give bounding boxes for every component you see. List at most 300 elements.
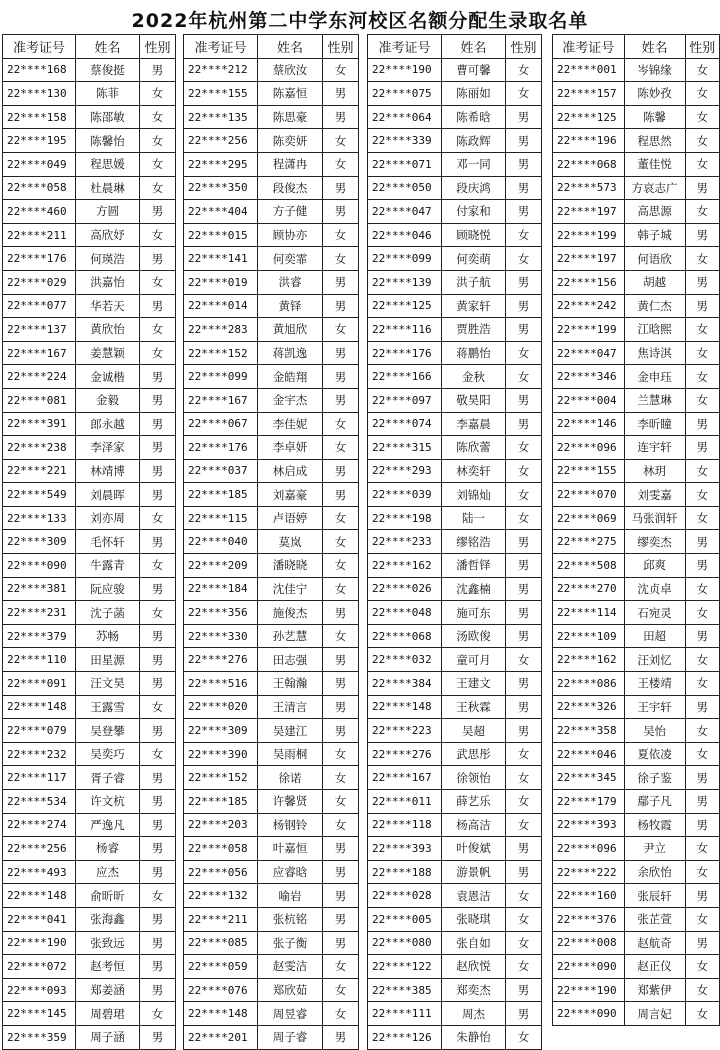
name-cell: 杨钢铃: [258, 813, 323, 837]
name-cell: 蒋鹏怡: [442, 341, 506, 365]
exam-id-cell: 22****384: [368, 672, 442, 696]
name-cell: 张子衡: [258, 931, 323, 955]
gender-cell: 男: [323, 365, 359, 389]
name-cell: 杨牧霞: [624, 813, 685, 837]
name-cell: 陈妙孜: [624, 82, 685, 106]
name-cell: 阮应骏: [76, 577, 140, 601]
exam-id-cell: 22****068: [553, 152, 625, 176]
exam-id-cell: 22****074: [368, 412, 442, 436]
gender-cell: 男: [685, 412, 719, 436]
exam-id-cell: 22****005: [368, 907, 442, 931]
exam-id-cell: 22****096: [553, 837, 625, 861]
name-cell: 苏畅: [76, 624, 140, 648]
table-row: [3, 837, 176, 861]
gender-cell: 男: [323, 601, 359, 625]
gender-cell: 女: [323, 129, 359, 153]
name-cell: 程潇冉: [258, 152, 323, 176]
exam-id-cell: 22****156: [553, 270, 625, 294]
gender-cell: 男: [140, 648, 176, 672]
table-row: [3, 978, 176, 1002]
gender-cell: 男: [506, 601, 542, 625]
exam-id-cell: 22****071: [368, 152, 442, 176]
gender-cell: 女: [506, 223, 542, 247]
name-cell: 俞昕昕: [76, 884, 140, 908]
gender-cell: 女: [506, 648, 542, 672]
name-cell: 陈邵敏: [76, 105, 140, 129]
header-exam-id: 准考证号: [553, 35, 625, 59]
table-row: [184, 129, 359, 153]
table-row: [368, 907, 542, 931]
table-row: [553, 742, 720, 766]
table-row: [3, 200, 176, 224]
gender-cell: 男: [685, 554, 719, 578]
exam-id-cell: 22****072: [3, 955, 76, 979]
name-cell: 段庆鸿: [442, 176, 506, 200]
gender-cell: 男: [323, 483, 359, 507]
name-cell: 吴奕巧: [76, 742, 140, 766]
table-row: [3, 648, 176, 672]
header-gender: 性别: [323, 35, 359, 59]
name-cell: 黄仁杰: [624, 294, 685, 318]
table-row: [553, 412, 720, 436]
name-cell: 叶嘉恒: [258, 837, 323, 861]
table-row: [3, 742, 176, 766]
name-cell: 施俊杰: [258, 601, 323, 625]
gender-cell: 女: [685, 459, 719, 483]
name-cell: 袁恩洁: [442, 884, 506, 908]
name-cell: 兰慧琳: [624, 388, 685, 412]
gender-cell: 男: [140, 931, 176, 955]
gender-cell: 男: [140, 624, 176, 648]
gender-cell: 女: [506, 483, 542, 507]
name-cell: 赵航奇: [624, 931, 685, 955]
name-cell: 汪文昊: [76, 672, 140, 696]
exam-id-cell: 22****037: [184, 459, 258, 483]
exam-id-cell: 22****058: [3, 176, 76, 200]
table-row: [184, 931, 359, 955]
gender-cell: 男: [685, 294, 719, 318]
name-cell: 孙艺慧: [258, 624, 323, 648]
exam-id-cell: 22****085: [184, 931, 258, 955]
name-cell: 沈贞卓: [624, 577, 685, 601]
exam-id-cell: 22****166: [368, 365, 442, 389]
table-row: [3, 483, 176, 507]
exam-id-cell: 22****176: [368, 341, 442, 365]
table-row: [184, 58, 359, 82]
name-cell: 童可月: [442, 648, 506, 672]
exam-id-cell: 22****516: [184, 672, 258, 696]
gender-cell: 女: [140, 742, 176, 766]
name-cell: 游景帆: [442, 860, 506, 884]
gender-cell: 女: [506, 931, 542, 955]
gender-cell: 男: [685, 931, 719, 955]
name-cell: 金宇杰: [258, 388, 323, 412]
exam-id-cell: 22****137: [3, 318, 76, 342]
table-row: [553, 365, 720, 389]
gender-cell: 女: [685, 978, 719, 1002]
exam-id-cell: 22****162: [553, 648, 625, 672]
roster-table-4: [552, 34, 720, 1026]
name-cell: 金皓翔: [258, 365, 323, 389]
exam-id-cell: 22****093: [3, 978, 76, 1002]
table-row: [368, 294, 542, 318]
name-cell: 陈馨怡: [76, 129, 140, 153]
name-cell: 潘晓晓: [258, 554, 323, 578]
name-cell: 邓一同: [442, 152, 506, 176]
name-cell: 张芷萱: [624, 907, 685, 931]
header-exam-id: 准考证号: [184, 35, 258, 59]
name-cell: 张辰轩: [624, 884, 685, 908]
gender-cell: 女: [685, 1002, 719, 1026]
exam-id-cell: 22****309: [184, 719, 258, 743]
gender-cell: 女: [685, 506, 719, 530]
exam-id-cell: 22****117: [3, 766, 76, 790]
name-cell: 应杰: [76, 860, 140, 884]
exam-id-cell: 22****199: [553, 223, 625, 247]
table-header: [184, 35, 359, 59]
name-cell: 陈奕妍: [258, 129, 323, 153]
name-cell: 余欣怡: [624, 860, 685, 884]
gender-cell: 女: [685, 341, 719, 365]
name-cell: 敬昊阳: [442, 388, 506, 412]
gender-cell: 女: [685, 601, 719, 625]
table-row: [3, 341, 176, 365]
table-row: [3, 105, 176, 129]
name-cell: 卢语婷: [258, 506, 323, 530]
name-cell: 王露雪: [76, 695, 140, 719]
name-cell: 金申珏: [624, 365, 685, 389]
name-cell: 陈菲: [76, 82, 140, 106]
table-row: [3, 82, 176, 106]
exam-id-cell: 22****359: [3, 1025, 76, 1049]
gender-cell: 女: [506, 766, 542, 790]
exam-id-cell: 22****148: [184, 1002, 258, 1026]
table-row: [368, 931, 542, 955]
name-cell: 岑锦缘: [624, 58, 685, 82]
name-cell: 黄铎: [258, 294, 323, 318]
name-cell: 汪刘忆: [624, 648, 685, 672]
name-cell: 曹可馨: [442, 58, 506, 82]
exam-id-cell: 22****350: [184, 176, 258, 200]
exam-id-cell: 22****185: [184, 790, 258, 814]
name-cell: 陈希晗: [442, 105, 506, 129]
table-row: [368, 1025, 542, 1049]
table-row: [368, 860, 542, 884]
table-row: [3, 58, 176, 82]
name-cell: 牛露青: [76, 554, 140, 578]
name-cell: 段俊杰: [258, 176, 323, 200]
name-cell: 沈佳宁: [258, 577, 323, 601]
name-cell: 刘雯嘉: [624, 483, 685, 507]
name-cell: 张晓琪: [442, 907, 506, 931]
gender-cell: 女: [323, 766, 359, 790]
gender-cell: 男: [140, 672, 176, 696]
page-title: 2022年杭州第二中学东河校区名额分配生录取名单: [131, 10, 589, 32]
table-row: [553, 695, 720, 719]
table-row: [3, 695, 176, 719]
name-cell: 林玥: [624, 459, 685, 483]
table-row: [184, 955, 359, 979]
exam-id-cell: 22****358: [553, 719, 625, 743]
exam-id-cell: 22****158: [3, 105, 76, 129]
gender-cell: 男: [506, 719, 542, 743]
table-row: [3, 884, 176, 908]
name-cell: 李泽家: [76, 436, 140, 460]
exam-id-cell: 22****047: [368, 200, 442, 224]
gender-cell: 男: [323, 341, 359, 365]
table-row: [553, 58, 720, 82]
exam-id-cell: 22****381: [3, 577, 76, 601]
exam-id-cell: 22****167: [368, 766, 442, 790]
gender-cell: 女: [685, 483, 719, 507]
exam-id-cell: 22****126: [368, 1025, 442, 1049]
table-row: [368, 837, 542, 861]
roster-table-2: [183, 34, 359, 1050]
exam-id-cell: 22****330: [184, 624, 258, 648]
gender-cell: 男: [140, 719, 176, 743]
exam-id-cell: 22****086: [553, 672, 625, 696]
gender-cell: 男: [140, 813, 176, 837]
gender-cell: 男: [685, 270, 719, 294]
exam-id-cell: 22****135: [184, 105, 258, 129]
exam-id-cell: 22****152: [184, 766, 258, 790]
exam-id-cell: 22****393: [368, 837, 442, 861]
exam-id-cell: 22****573: [553, 176, 625, 200]
exam-id-cell: 22****508: [553, 554, 625, 578]
table-row: [368, 318, 542, 342]
exam-id-cell: 22****090: [553, 1002, 625, 1026]
table-row: [184, 82, 359, 106]
gender-cell: 男: [323, 884, 359, 908]
name-cell: 陈政辉: [442, 129, 506, 153]
name-cell: 陈丽如: [442, 82, 506, 106]
name-cell: 金毅: [76, 388, 140, 412]
exam-id-cell: 22****188: [368, 860, 442, 884]
name-cell: 陈馨: [624, 105, 685, 129]
name-cell: 武思彤: [442, 742, 506, 766]
name-cell: 毛怀轩: [76, 530, 140, 554]
table-row: [184, 530, 359, 554]
table-row: [3, 931, 176, 955]
name-cell: 郑紫伊: [624, 978, 685, 1002]
header-name: 姓名: [442, 35, 506, 59]
gender-cell: 女: [685, 152, 719, 176]
name-cell: 付家和: [442, 200, 506, 224]
name-cell: 吴建江: [258, 719, 323, 743]
name-cell: 郑欣茹: [258, 978, 323, 1002]
exam-id-cell: 22****046: [553, 742, 625, 766]
gender-cell: 女: [140, 554, 176, 578]
name-cell: 胡越: [624, 270, 685, 294]
exam-id-cell: 22****008: [553, 931, 625, 955]
table-row: [3, 294, 176, 318]
exam-id-cell: 22****209: [184, 554, 258, 578]
gender-cell: 男: [506, 624, 542, 648]
table-row: [3, 388, 176, 412]
exam-id-cell: 22****011: [368, 790, 442, 814]
table-row: [184, 742, 359, 766]
name-cell: 陆一: [442, 506, 506, 530]
table-row: [3, 624, 176, 648]
gender-cell: 男: [140, 412, 176, 436]
exam-id-cell: 22****276: [184, 648, 258, 672]
exam-id-cell: 22****197: [553, 247, 625, 271]
table-row: [368, 483, 542, 507]
table-row: [3, 577, 176, 601]
exam-id-cell: 22****212: [184, 58, 258, 82]
gender-cell: 女: [140, 695, 176, 719]
table-row: [3, 129, 176, 153]
table-row: [3, 176, 176, 200]
exam-id-cell: 22****162: [368, 554, 442, 578]
exam-id-cell: 22****047: [553, 341, 625, 365]
table-row: [553, 931, 720, 955]
table-row: [3, 907, 176, 931]
exam-id-cell: 22****026: [368, 577, 442, 601]
gender-cell: 女: [685, 742, 719, 766]
table-row: [184, 388, 359, 412]
name-cell: 许文杭: [76, 790, 140, 814]
table-row: [184, 695, 359, 719]
gender-cell: 女: [506, 1025, 542, 1049]
name-cell: 田超: [624, 624, 685, 648]
table-row: [368, 506, 542, 530]
header-exam-id: 准考证号: [368, 35, 442, 59]
gender-cell: 女: [323, 530, 359, 554]
gender-cell: 男: [506, 860, 542, 884]
gender-cell: 男: [323, 294, 359, 318]
name-cell: 吴雨桐: [258, 742, 323, 766]
table-row: [184, 341, 359, 365]
table-row: [184, 601, 359, 625]
gender-cell: 女: [140, 884, 176, 908]
table-row: [184, 624, 359, 648]
exam-id-cell: 22****070: [553, 483, 625, 507]
name-cell: 周杰: [442, 1002, 506, 1026]
gender-cell: 男: [140, 860, 176, 884]
name-cell: 王宇轩: [624, 695, 685, 719]
table-row: [368, 601, 542, 625]
table-row: [184, 1002, 359, 1026]
name-cell: 刘晨晖: [76, 483, 140, 507]
name-cell: 林启成: [258, 459, 323, 483]
gender-cell: 女: [506, 247, 542, 271]
name-cell: 黄旭欣: [258, 318, 323, 342]
exam-id-cell: 22****345: [553, 766, 625, 790]
gender-cell: 男: [506, 129, 542, 153]
exam-id-cell: 22****079: [3, 719, 76, 743]
exam-id-cell: 22****199: [553, 318, 625, 342]
name-cell: 张自如: [442, 931, 506, 955]
gender-cell: 女: [323, 412, 359, 436]
table-row: [184, 483, 359, 507]
table-row: [368, 82, 542, 106]
gender-cell: 女: [140, 223, 176, 247]
table-row: [3, 152, 176, 176]
name-cell: 林奕轩: [442, 459, 506, 483]
exam-id-cell: 22****197: [553, 200, 625, 224]
roster-table-3: [367, 34, 542, 1050]
table-row: [368, 58, 542, 82]
table-row: [553, 624, 720, 648]
name-cell: 江晗熙: [624, 318, 685, 342]
gender-cell: 女: [685, 318, 719, 342]
name-cell: 程思媛: [76, 152, 140, 176]
table-row: [553, 223, 720, 247]
exam-id-cell: 22****039: [368, 483, 442, 507]
table-row: [368, 341, 542, 365]
table-row: [3, 412, 176, 436]
gender-cell: 女: [506, 365, 542, 389]
name-cell: 赵考恒: [76, 955, 140, 979]
header-name: 姓名: [624, 35, 685, 59]
exam-id-cell: 22****114: [553, 601, 625, 625]
table-row: [184, 318, 359, 342]
table-row: [368, 648, 542, 672]
table-row: [368, 176, 542, 200]
gender-cell: 女: [323, 742, 359, 766]
gender-cell: 男: [506, 530, 542, 554]
gender-cell: 女: [506, 884, 542, 908]
exam-id-cell: 22****198: [368, 506, 442, 530]
name-cell: 蔡俊挺: [76, 58, 140, 82]
table-row: [184, 1025, 359, 1049]
gender-cell: 男: [506, 577, 542, 601]
name-cell: 焦诗淇: [624, 341, 685, 365]
header-gender: 性别: [506, 35, 542, 59]
name-cell: 李昕瞳: [624, 412, 685, 436]
gender-cell: 男: [140, 58, 176, 82]
gender-cell: 女: [506, 506, 542, 530]
name-cell: 赵雯洁: [258, 955, 323, 979]
table-row: [368, 152, 542, 176]
table-row: [184, 860, 359, 884]
gender-cell: 男: [506, 152, 542, 176]
name-cell: 郑奕杰: [442, 978, 506, 1002]
gender-cell: 女: [323, 813, 359, 837]
exam-id-cell: 22****146: [553, 412, 625, 436]
table-row: [553, 152, 720, 176]
gender-cell: 男: [140, 577, 176, 601]
name-cell: 喻岩: [258, 884, 323, 908]
name-cell: 陈思豪: [258, 105, 323, 129]
exam-id-cell: 22****139: [368, 270, 442, 294]
exam-id-cell: 22****196: [553, 129, 625, 153]
table-row: [553, 176, 720, 200]
gender-cell: 男: [506, 318, 542, 342]
table-row: [184, 223, 359, 247]
table-row: [368, 719, 542, 743]
exam-id-cell: 22****096: [553, 436, 625, 460]
gender-cell: 女: [685, 388, 719, 412]
gender-cell: 女: [685, 105, 719, 129]
table-row: [368, 766, 542, 790]
name-cell: 周子涵: [76, 1025, 140, 1049]
table-row: [553, 129, 720, 153]
table-row: [368, 695, 542, 719]
exam-id-cell: 22****185: [184, 483, 258, 507]
exam-id-cell: 22****130: [3, 82, 76, 106]
exam-id-cell: 22****195: [3, 129, 76, 153]
exam-id-cell: 22****132: [184, 884, 258, 908]
exam-id-cell: 22****223: [368, 719, 442, 743]
table-row: [184, 648, 359, 672]
exam-id-cell: 22****049: [3, 152, 76, 176]
exam-id-cell: 22****110: [3, 648, 76, 672]
name-cell: 王翰瀚: [258, 672, 323, 696]
name-cell: 华若天: [76, 294, 140, 318]
exam-id-cell: 22****067: [184, 412, 258, 436]
